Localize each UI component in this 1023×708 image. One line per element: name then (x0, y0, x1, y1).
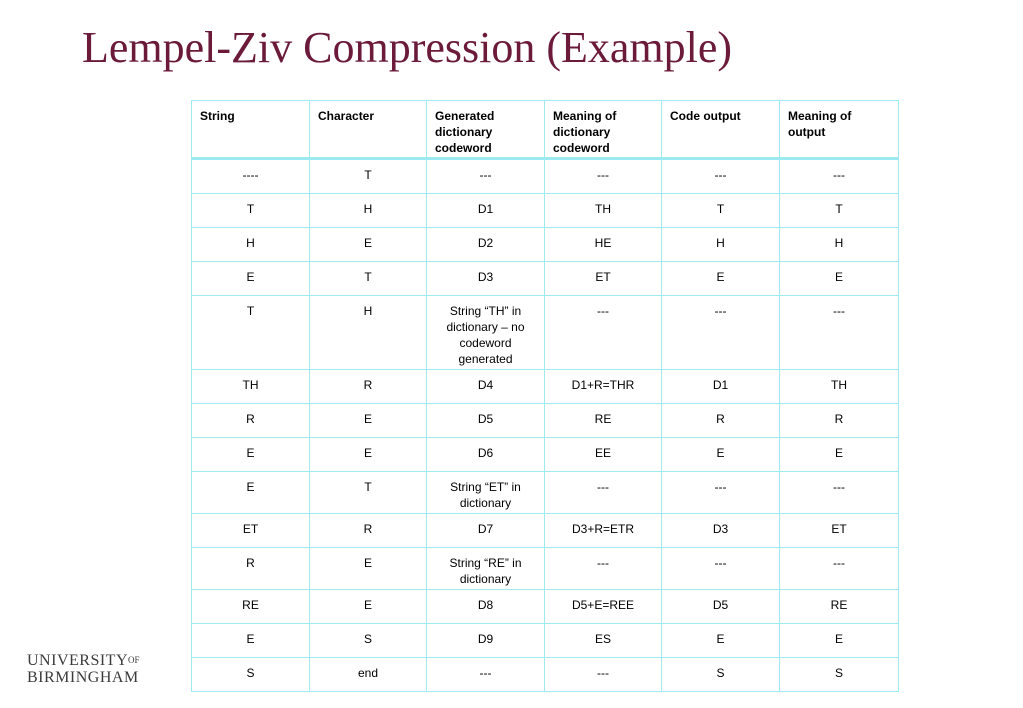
cell-character: E (310, 438, 427, 472)
cell-string: RE (192, 590, 310, 624)
cell-code-output: D1 (662, 370, 780, 404)
cell-meaning-output: --- (780, 548, 899, 590)
cell-code-output: H (662, 228, 780, 262)
cell-meaning-codeword: D3+R=ETR (545, 514, 662, 548)
cell-code-output: E (662, 438, 780, 472)
cell-meaning-output: R (780, 404, 899, 438)
table-row (192, 370, 899, 404)
header-meaning-output: Meaning of output (780, 101, 899, 159)
cell-string: S (192, 658, 310, 692)
cell-code-output: --- (662, 548, 780, 590)
cell-character: S (310, 624, 427, 658)
cell-meaning-codeword: RE (545, 404, 662, 438)
cell-generated-codeword: String “TH” in dictionary – no codeword generated (427, 296, 545, 370)
logo-line-1 (27, 652, 140, 669)
cell-character: E (310, 404, 427, 438)
cell-generated-codeword: String “RE” in dictionary (427, 548, 545, 590)
cell-meaning-output: E (780, 438, 899, 472)
cell-generated-codeword: D7 (427, 514, 545, 548)
cell-character: E (310, 548, 427, 590)
cell-meaning-codeword: D5+E=REE (545, 590, 662, 624)
cell-generated-codeword: D5 (427, 404, 545, 438)
header-meaning-codeword: Meaning of dictionary codeword (545, 101, 662, 159)
table-row (192, 624, 899, 658)
cell-generated-codeword: D6 (427, 438, 545, 472)
cell-generated-codeword: --- (427, 159, 545, 194)
table-row (192, 590, 899, 624)
cell-character: R (310, 514, 427, 548)
cell-meaning-codeword: --- (545, 548, 662, 590)
cell-meaning-output: ET (780, 514, 899, 548)
cell-string: ---- (192, 159, 310, 194)
cell-meaning-output: RE (780, 590, 899, 624)
cell-string: E (192, 624, 310, 658)
cell-string: ET (192, 514, 310, 548)
cell-character: R (310, 370, 427, 404)
cell-code-output: T (662, 194, 780, 228)
cell-character: E (310, 228, 427, 262)
cell-meaning-output: E (780, 624, 899, 658)
cell-meaning-codeword: EE (545, 438, 662, 472)
table-row (192, 296, 899, 370)
cell-meaning-output: S (780, 658, 899, 692)
cell-code-output: --- (662, 159, 780, 194)
header-string: String (192, 101, 310, 159)
cell-character: H (310, 296, 427, 370)
cell-string: R (192, 404, 310, 438)
cell-code-output: S (662, 658, 780, 692)
cell-code-output: E (662, 624, 780, 658)
cell-string: TH (192, 370, 310, 404)
cell-meaning-codeword: --- (545, 658, 662, 692)
cell-string: E (192, 438, 310, 472)
cell-meaning-output: H (780, 228, 899, 262)
lz-example-table (191, 100, 899, 692)
cell-string: H (192, 228, 310, 262)
cell-meaning-output: --- (780, 296, 899, 370)
cell-generated-codeword: D4 (427, 370, 545, 404)
table-header-row (192, 101, 899, 159)
cell-meaning-output: TH (780, 370, 899, 404)
university-logo (27, 652, 140, 686)
cell-meaning-codeword: D1+R=THR (545, 370, 662, 404)
table-row (192, 514, 899, 548)
cell-character: E (310, 590, 427, 624)
cell-generated-codeword: D3 (427, 262, 545, 296)
table-row (192, 548, 899, 590)
table-row (192, 404, 899, 438)
cell-meaning-codeword: HE (545, 228, 662, 262)
cell-code-output: --- (662, 472, 780, 514)
cell-meaning-output: T (780, 194, 899, 228)
cell-character: H (310, 194, 427, 228)
table-row (192, 194, 899, 228)
table-row (192, 438, 899, 472)
cell-meaning-output: --- (780, 159, 899, 194)
cell-generated-codeword: D2 (427, 228, 545, 262)
cell-string: T (192, 296, 310, 370)
logo-line-2: BIRMINGHAM (27, 669, 139, 686)
cell-code-output: R (662, 404, 780, 438)
cell-code-output: D3 (662, 514, 780, 548)
cell-generated-codeword: D1 (427, 194, 545, 228)
cell-code-output: E (662, 262, 780, 296)
cell-meaning-output: --- (780, 472, 899, 514)
table-row (192, 228, 899, 262)
cell-generated-codeword: D8 (427, 590, 545, 624)
cell-character: T (310, 262, 427, 296)
table-row (192, 262, 899, 296)
cell-string: R (192, 548, 310, 590)
cell-code-output: D5 (662, 590, 780, 624)
table-row (192, 159, 899, 194)
cell-meaning-codeword: ET (545, 262, 662, 296)
cell-meaning-codeword: --- (545, 159, 662, 194)
cell-generated-codeword: --- (427, 658, 545, 692)
cell-generated-codeword: String “ET” in dictionary (427, 472, 545, 514)
logo-university-text: UNIVERSITY (27, 652, 128, 669)
header-generated-codeword: Generated dictionary codeword (427, 101, 545, 159)
header-character: Character (310, 101, 427, 159)
cell-meaning-codeword: --- (545, 296, 662, 370)
cell-meaning-codeword: ES (545, 624, 662, 658)
table-row (192, 472, 899, 514)
cell-string: E (192, 262, 310, 296)
cell-code-output: --- (662, 296, 780, 370)
slide-title: Lempel-Ziv Compression (Example) (82, 23, 733, 72)
cell-character: end (310, 658, 427, 692)
header-code-output: Code output (662, 101, 780, 159)
cell-meaning-codeword: TH (545, 194, 662, 228)
cell-generated-codeword: D9 (427, 624, 545, 658)
table-row (192, 658, 899, 692)
cell-meaning-codeword: --- (545, 472, 662, 514)
cell-character: T (310, 472, 427, 514)
cell-string: E (192, 472, 310, 514)
logo-of-text: OF (128, 655, 140, 665)
cell-string: T (192, 194, 310, 228)
cell-meaning-output: E (780, 262, 899, 296)
cell-character: T (310, 159, 427, 194)
